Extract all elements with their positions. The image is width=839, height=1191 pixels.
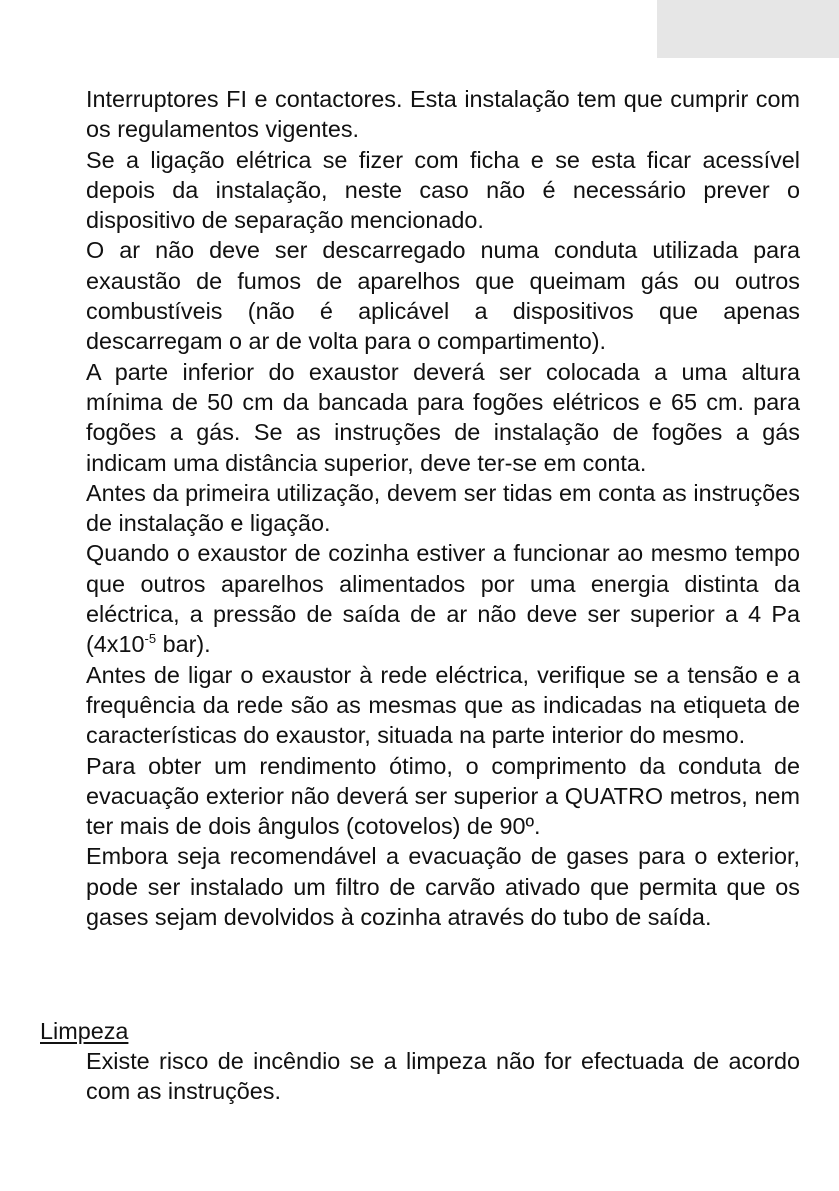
pressure-text: Quando o exaustor de cozinha estiver a funcionar ao mesmo tempo que outros aparelhos alimentados por uma energia distinta da eléctrica, a pressão de saída de ar não deve ser superior a 4 Pa (4x10 (86, 540, 800, 658)
paragraph-fi-interruptores: Interruptores FI e contactores. Esta instalação tem que cumprir com os regulamentos vigentes. (86, 86, 800, 143)
body-text (86, 84, 800, 932)
paragraph-comprimento-conduta: Para obter um rendimento ótimo, o comprimento da conduta de evacuação exterior não deverá ser superior a QUATRO metros, nem ter mais de dois ângulos (cotovelos) de 90º. (86, 752, 800, 840)
pressure-unit: bar). (156, 631, 211, 658)
page-corner-tab (657, 0, 839, 58)
pressure-exponent: -5 (144, 631, 157, 647)
paragraph-tensao-rede: Antes de ligar o exaustor à rede eléctrica, verifique se a tensão e a frequência da rede são as mesmas que as indicadas na etiqueta de características do exaustor, situada na parte interior do mesmo. (86, 661, 800, 749)
paragraph-risco-incendio: Existe risco de incêndio se a limpeza não for efectuada de acordo com as instruções. (86, 1048, 800, 1105)
section-limpeza-text (86, 1046, 800, 1107)
paragraph-ligacao-ficha: Se a ligação elétrica se fizer com ficha e se esta ficar acessível depois da instalação, neste caso não é necessário prever o dispositivo de separação mencionado. (86, 146, 800, 234)
paragraph-altura-exaustor: A parte inferior do exaustor deverá ser colocada a uma altura mínima de 50 cm da bancada para fogões elétricos e 65 cm. para fogões a gás. Se as instruções de instalação de fogões a gás indicam uma distância superior, deve ter-se em conta. (86, 358, 800, 476)
paragraph-filtro-carvao: Embora seja recomendável a evacuação de gases para o exterior, pode ser instalado um filtro de carvão ativado que permita que os gases sejam devolvidos à cozinha através do tubo de saída. (86, 843, 800, 931)
section-title-limpeza: Limpeza (40, 1018, 129, 1044)
paragraph-descarga-ar: O ar não deve ser descarregado numa conduta utilizada para exaustão de fumos de aparelhos que queimam gás ou outros combustíveis (não é aplicável a dispositivos que apenas descarregam o ar de volta para o compartimento). (86, 237, 800, 355)
paragraph-primeira-utilizacao: Antes da primeira utilização, devem ser tidas em conta as instruções de instalação e ligação. (86, 479, 800, 537)
paragraph-pressao-saida (86, 538, 800, 659)
